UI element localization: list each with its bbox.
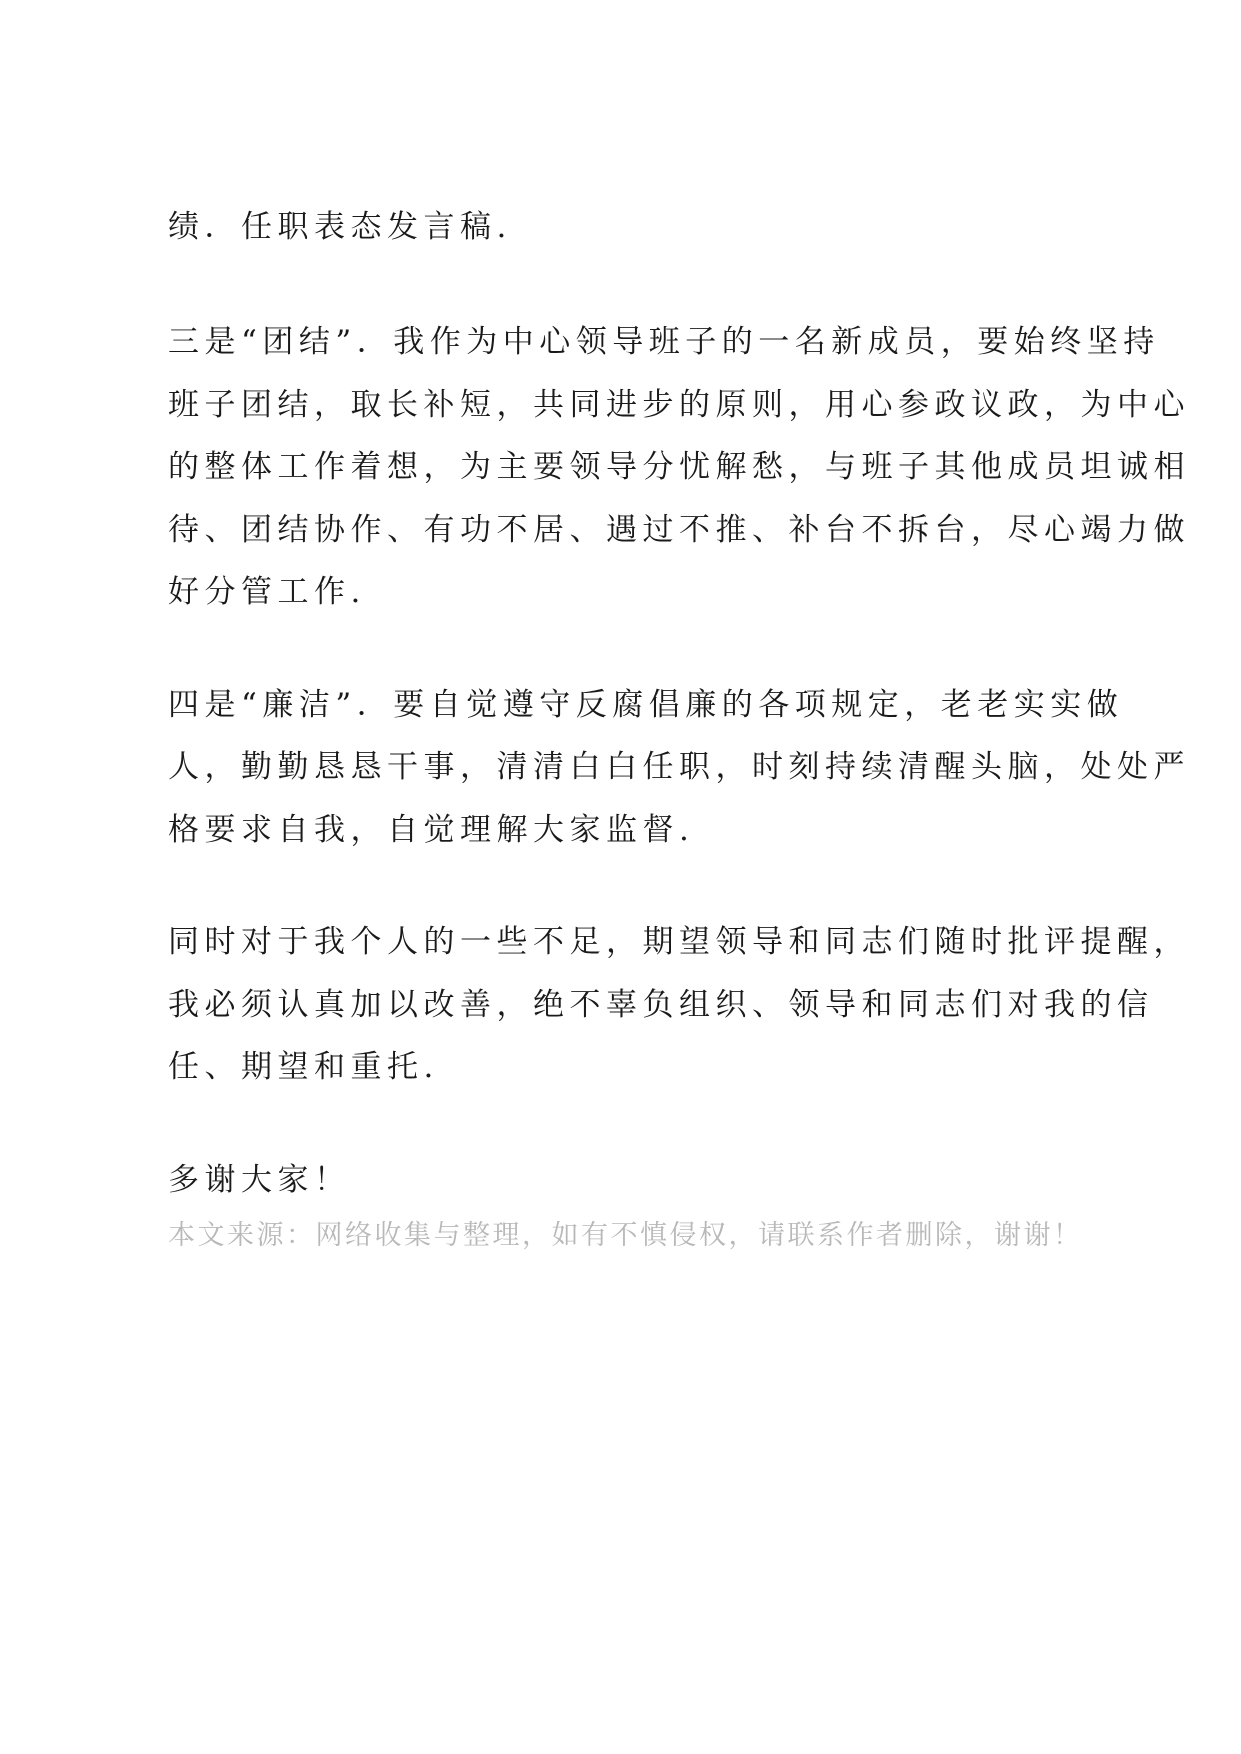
paragraph-line: 绩．任职表态发言稿. — [168, 209, 512, 245]
paragraph-line: 四是“廉洁”．要自觉遵守反腐倡廉的各项规定，老老实实做 — [168, 687, 1124, 723]
closing-line: 多谢大家！ — [168, 1162, 351, 1198]
paragraph-line: 待、团结协作、有功不居、遇过不推、补台不拆台，尽心竭力做 — [168, 512, 1190, 548]
paragraph-line: 格要求自我，自觉理解大家监督. — [168, 812, 695, 848]
paragraph-line: 同时对于我个人的一些不足，期望领导和同志们随时批评提醒， — [168, 924, 1190, 960]
paragraph-line: 班子团结，取长补短，共同进步的原则，用心参政议政，为中心 — [168, 387, 1190, 423]
paragraph-line: 人，勤勤恳恳干事，清清白白任职，时刻持续清醒头脑，处处严 — [168, 749, 1190, 785]
paragraph-line: 的整体工作着想，为主要领导分忧解愁，与班子其他成员坦诚相 — [168, 449, 1190, 485]
paragraph-line: 我必须认真加以改善，绝不辜负组织、领导和同志们对我的信 — [168, 987, 1154, 1023]
paragraph-line: 任、期望和重托. — [168, 1049, 439, 1085]
source-note: 本文来源：网络收集与整理，如有不慎侵权，请联系作者删除，谢谢！ — [168, 1220, 1083, 1251]
paragraph-line: 三是“团结”．我作为中心领导班子的一名新成员，要始终坚持 — [168, 324, 1160, 360]
paragraph-line: 好分管工作. — [168, 574, 366, 610]
